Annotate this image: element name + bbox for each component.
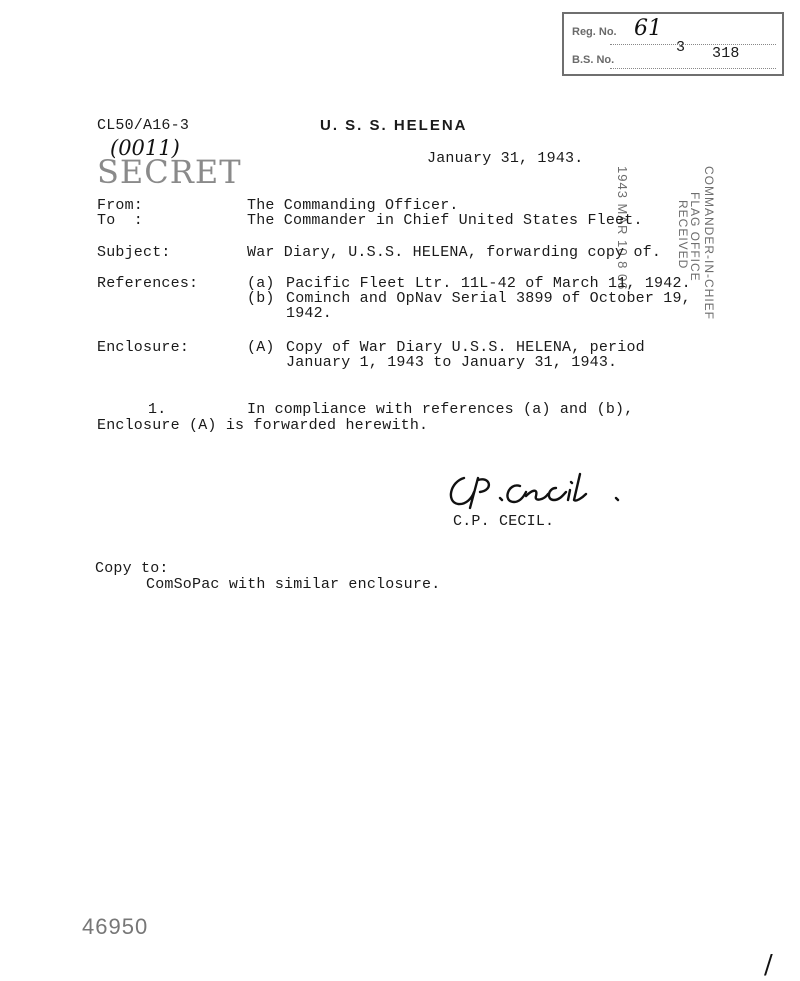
serial-handwritten: (0011) [110, 136, 180, 160]
signer-name: C.P. CECIL. [453, 513, 555, 530]
page-mark: / [764, 950, 773, 980]
reference-b-line2: 1942. [286, 305, 333, 322]
bs-no-value-2: 318 [712, 45, 740, 62]
reference-b-mark: (b) [247, 290, 275, 307]
letter-date: January 31, 1943. [427, 150, 584, 167]
from-value: The Commanding Officer. [247, 197, 459, 214]
reg-no-label: Reg. No. [572, 26, 617, 38]
subject-label: Subject: [97, 244, 171, 261]
registry-stamp [562, 12, 784, 76]
to-value: The Commander in Chief United States Fleet. [247, 212, 643, 229]
bs-no-value-1: 3 [676, 39, 686, 56]
bs-no-dotted-line [610, 68, 776, 69]
paragraph-line1: In compliance with references (a) and (b), [247, 401, 634, 418]
enclosure-line1: Copy of War Diary U.S.S. HELENA, period [286, 339, 645, 356]
reference-a-line1: Pacific Fleet Ltr. 11L-42 of March 11, 1942. [286, 275, 691, 292]
handwritten-signature [440, 468, 630, 516]
reg-no-value: 61 [634, 16, 662, 41]
paragraph-number: 1. [148, 401, 167, 418]
received-stamp-line1: COMMANDER-IN-CHIEF [702, 166, 716, 320]
received-stamp-line3: RECEIVED [676, 200, 690, 270]
enclosure-label: Enclosure: [97, 339, 190, 356]
reg-no-dotted-line [610, 44, 776, 45]
bs-no-label: B.S. No. [572, 54, 615, 66]
reference-b-line1: Cominch and OpNav Serial 3899 of October 19, [286, 290, 691, 307]
to-label: To : [97, 212, 144, 229]
copy-to-label: Copy to: [95, 560, 169, 577]
from-label: From: [97, 197, 144, 214]
classification-stamp: SECRET [97, 153, 242, 191]
ship-title: U. S. S. HELENA [320, 117, 468, 134]
file-code: CL50/A16-3 [97, 117, 190, 134]
received-stamp-date: 1943 MAR 10 8 06 [615, 166, 630, 291]
references-label: References: [97, 275, 199, 292]
enclosure-mark: (A) [247, 339, 275, 356]
enclosure-line2: January 1, 1943 to January 31, 1943. [286, 354, 618, 371]
reference-a-mark: (a) [247, 275, 275, 292]
subject-value: War Diary, U.S.S. HELENA, forwarding copy of. [247, 244, 662, 261]
received-stamp-line2: FLAG OFFICE [688, 192, 702, 282]
paragraph-line2: Enclosure (A) is forwarded herewith. [97, 417, 429, 434]
copy-to-value: ComSoPac with similar enclosure. [146, 576, 441, 593]
document-number: 46950 [82, 914, 149, 939]
